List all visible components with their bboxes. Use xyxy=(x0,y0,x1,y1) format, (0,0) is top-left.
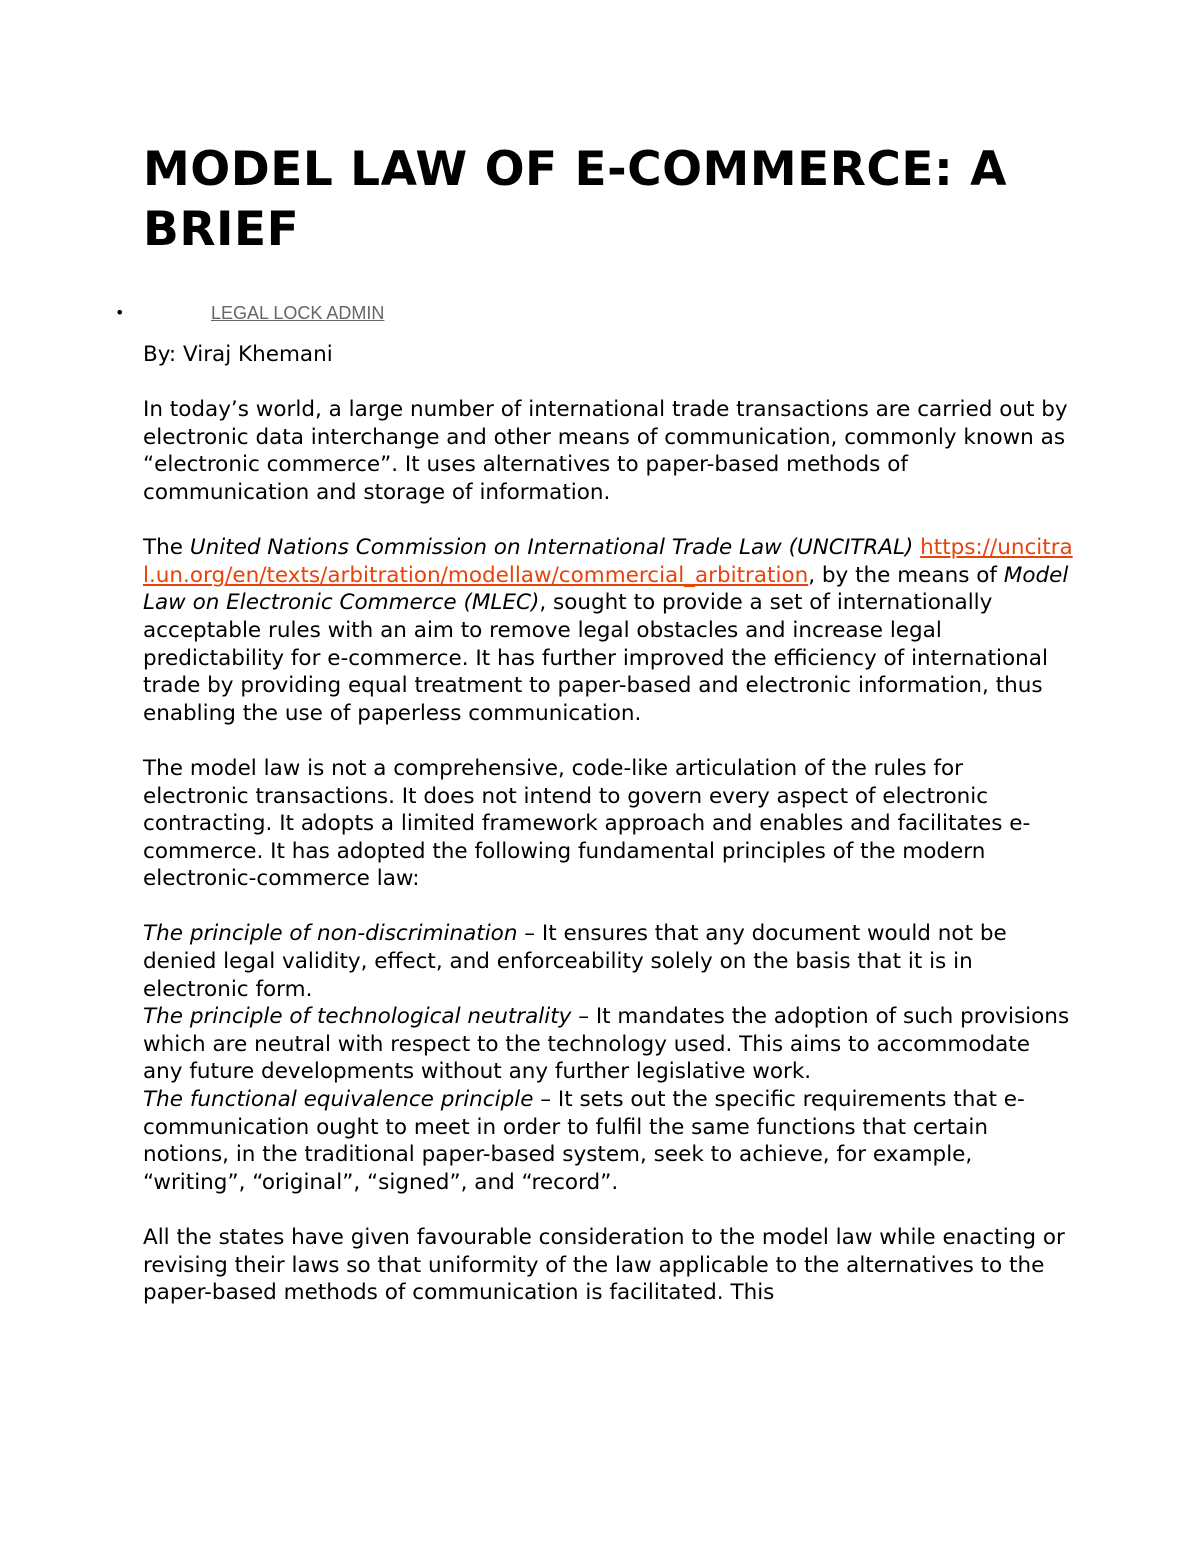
principle-text: – It mandates the adoption of such provisions which are neutral with respect to the technology used. This aims to accommodate any future developments without any further legislative work. xyxy=(143,1004,1070,1085)
principle-text: – It sets out the specific requirements that e-communication ought to meet in order to fulfil the same functions that certain notions, in the traditional paper-based system, seek to achieve, for example, “writing”, “original”, “signed”, and “record”. xyxy=(143,1087,1025,1195)
uncitral-url-link[interactable]: https://uncitral.un.org/en/texts/arbitration/modellaw/commercial_arbitration xyxy=(143,535,1073,588)
paragraph-model-law: The model law is not a comprehensive, code-like articulation of the rules for electronic transactions. It does not intend to govern every aspect of electronic contracting. It adopts a limited framework approach and enables and facilitates e-commerce. It has adopted the following fundamental principles of the modern electronic-commerce law: xyxy=(143,755,1031,892)
principle-functional-equivalence xyxy=(143,1086,1073,1196)
principle-non-discrimination xyxy=(143,920,1073,1003)
principle-name: The functional equivalence principle xyxy=(143,1087,534,1113)
uncitral-name: United Nations Commission on International Trade Law (UNCITRAL) xyxy=(189,535,914,561)
paragraph-uncitral xyxy=(143,534,1073,727)
author-link[interactable]: LEGAL LOCK ADMIN xyxy=(211,303,385,323)
paragraph-states: All the states have given favourable consideration to the model law while enacting or revising their laws so that uniformity of the law applicable to the alternatives to the paper-based methods of communication is facilitated. This xyxy=(143,1225,1065,1306)
principle-name: The principle of non-discrimination xyxy=(143,921,518,947)
principle-technological-neutrality xyxy=(143,1003,1073,1086)
mlec-name: Model Law on Electronic Commerce (MLEC) xyxy=(143,562,1069,616)
paragraph-intro: In today’s world, a large number of international trade transactions are carried out by electronic data interchange and other means of communication, commonly known as “electronic commerce”. It uses alternatives to paper-based methods of communication and storage of information. xyxy=(143,397,1068,505)
document-body xyxy=(143,341,1073,1307)
principle-text: – It ensures that any document would not be denied legal validity, effect, and enforceability solely on the basis that it is in electronic form. xyxy=(143,921,1007,1002)
paragraph-rest: , sought to provide a set of internationally acceptable rules with an aim to remove legal obstacles and increase legal predictability for e-commerce. It has further improved the efficiency of international trade by providing equal treatment to paper-based and electronic information, thus enabling the use of paperless communication. xyxy=(143,590,1048,726)
bullet-icon: • xyxy=(115,303,125,322)
byline: By: Viraj Khemani xyxy=(143,342,333,367)
paragraph-lead: The xyxy=(143,535,190,561)
paragraph-mid: , by the means of xyxy=(808,562,1004,588)
principle-name: The principle of technological neutrality xyxy=(143,1004,572,1030)
document-title: MODEL LAW OF E-COMMERCE: A BRIEF xyxy=(143,142,1008,257)
author-list-item xyxy=(0,300,1200,328)
